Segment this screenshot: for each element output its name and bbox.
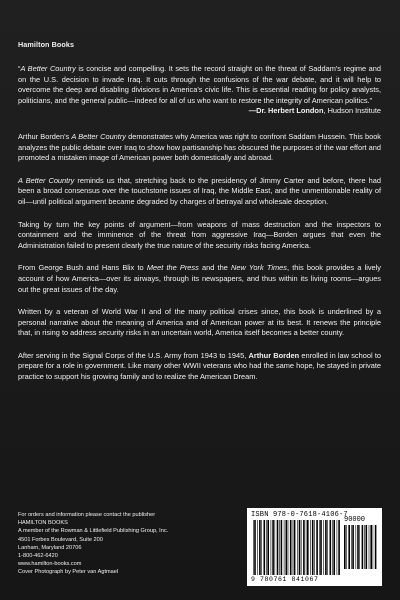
barcode-bar (307, 520, 309, 575)
barcode-bar (369, 525, 370, 569)
addon-barcode-bars (344, 525, 378, 569)
paragraph-1: Arthur Borden's A Better Country demonstrates why America was right to confront Saddam Hussein. This book analyzes the public debate over Iraq to show how partisanship has obscured the purposes of the war effort and promoted a mistaken image of American power both domestically and abroad. (18, 131, 381, 163)
quote-text: “A Better Country is concise and compelling. It sets the record straight on the threat of Saddam's regime and on the U.S. decision to invade Iraq. It cuts through the confusions of the war debate, and it will help to overcome the deep and disabling divisions in America's civic life. This is essential reading for policy analysts, politicians, and the general public—indeed for all of us who want to restore the integrity of American politics.” (18, 64, 381, 105)
isbn-barcode (247, 508, 382, 586)
barcode-bar (264, 520, 266, 575)
publisher-contact-info (18, 511, 238, 577)
barcode-digits: 9 780761 841067 (251, 576, 319, 583)
ean-barcode-bars (253, 520, 341, 575)
paragraph-2: A Better Country reminds us that, stretching back to the presidency of Jimmy Carter and before, there had been a broad consensus over the touchstone issues of Iraq, the Middle East, and the unmentionable reality of oil—until political argument became degraded by charges of betrayal and wholesale deception. (18, 175, 381, 206)
barcode-bar (277, 520, 279, 575)
quote-attribution: —Dr. Herbert London, Hudson Institute (248, 106, 381, 116)
barcode-bar (325, 520, 327, 575)
barcode-bar (344, 525, 346, 569)
publisher-name: HAMILTON BOOKS (18, 520, 68, 527)
barcode-bar (319, 520, 320, 575)
website-url: www.hamilton-books.com (18, 561, 82, 568)
barcode-bar (352, 525, 354, 569)
barcode-bar (357, 525, 359, 569)
back-cover-text (18, 64, 381, 395)
barcode-bar (332, 520, 333, 575)
isbn-label: ISBN 978-0-7618-4106-7 (251, 511, 348, 519)
barcode-bar (312, 520, 314, 575)
barcode-bar (299, 520, 301, 575)
barcode-bar (323, 520, 324, 575)
barcode-bar (366, 525, 368, 569)
barcode-bar (310, 520, 311, 575)
price-code: 90000 (344, 516, 366, 524)
barcode-bar (338, 520, 340, 575)
barcode-bar (257, 520, 258, 575)
barcode-bar (356, 525, 357, 569)
barcode-bar (348, 525, 350, 569)
barcode-bar (301, 520, 302, 575)
barcode-bar (290, 520, 292, 575)
barcode-bar (375, 525, 377, 569)
address-line: Lanham, Maryland 20706 (18, 544, 82, 551)
barcode-bar (281, 520, 283, 575)
barcode-bar (362, 525, 364, 569)
barcode-bar (333, 520, 335, 575)
barcode-bar (359, 525, 360, 569)
barcode-bar (327, 520, 328, 575)
barcode-bar (284, 520, 285, 575)
barcode-bar (370, 525, 372, 569)
barcode-bar (267, 520, 269, 575)
barcode-bar (272, 520, 274, 575)
order-line: A member of the Rowman & Littlefield Publishing Group, Inc. (18, 528, 169, 535)
barcode-bar (254, 520, 256, 575)
barcode-bar (320, 520, 322, 575)
barcode-bar (351, 525, 352, 569)
photo-credit: Cover Photograph by Peter van Agtmael (18, 569, 119, 576)
barcode-bar (330, 520, 332, 575)
barcode-bar (373, 525, 374, 569)
barcode-bar (297, 520, 298, 575)
barcode-bar (266, 520, 267, 575)
barcode-bar (279, 520, 280, 575)
barcode-bar (306, 520, 307, 575)
barcode-bar (275, 520, 276, 575)
barcode-bar (316, 520, 318, 575)
barcode-bar (293, 520, 294, 575)
barcode-bar (346, 525, 347, 569)
publisher-header: Hamilton Books (18, 40, 75, 49)
barcode-bar (253, 520, 254, 575)
barcode-bar (288, 520, 289, 575)
paragraph-5: Written by a veteran of World War II and of the many political crises since, this book is underlined by a personal narrative about the meaning of America and of American power at its best. It renews the principle that, in rising to address security risks in an uncertain world, America itself becomes a better county. (18, 307, 381, 338)
barcode-bar (271, 520, 272, 575)
author-name: Arthur Borden (248, 350, 300, 360)
barcode-bar (286, 520, 288, 575)
order-line: For orders and information please contact the publisher (18, 512, 156, 518)
phone-number: 1-800-462-6420 (18, 553, 58, 560)
address-line: 4501 Forbes Boulevard, Suite 200 (18, 536, 103, 543)
paragraph-3: Taking by turn the key points of argument—from weapons of mass destruction and the inspectors to containment and the imminence of the threat from aggressive Iraq—Borden argues that even the Administration failed to present clearly the true nature of the security risks facing America. (18, 219, 381, 250)
author-bio: After serving in the Signal Corps of the U.S. Army from 1943 to 1945, Arthur Borden enrolled in law school to prepare for a role in government. Like many other WWII veterans who had the same hope, he stayed in private practice to support his growing family and to realize the American Dream. (18, 350, 381, 382)
barcode-bar (314, 520, 315, 575)
endorsement-quote (18, 64, 381, 117)
barcode-bar (303, 520, 305, 575)
barcode-bar (294, 520, 296, 575)
barcode-bar (259, 520, 261, 575)
paragraph-4: From George Bush and Hans Blix to Meet the Press and the New York Times, this book provides a lively account of how America—over its airways, through its newspapers, and thus within its living rooms—argues out the great issues of the day. (18, 263, 381, 294)
barcode-bar (364, 525, 365, 569)
barcode-bar (261, 520, 262, 575)
barcode-bar (337, 520, 338, 575)
quote-book-title: A Better Country (20, 64, 76, 73)
